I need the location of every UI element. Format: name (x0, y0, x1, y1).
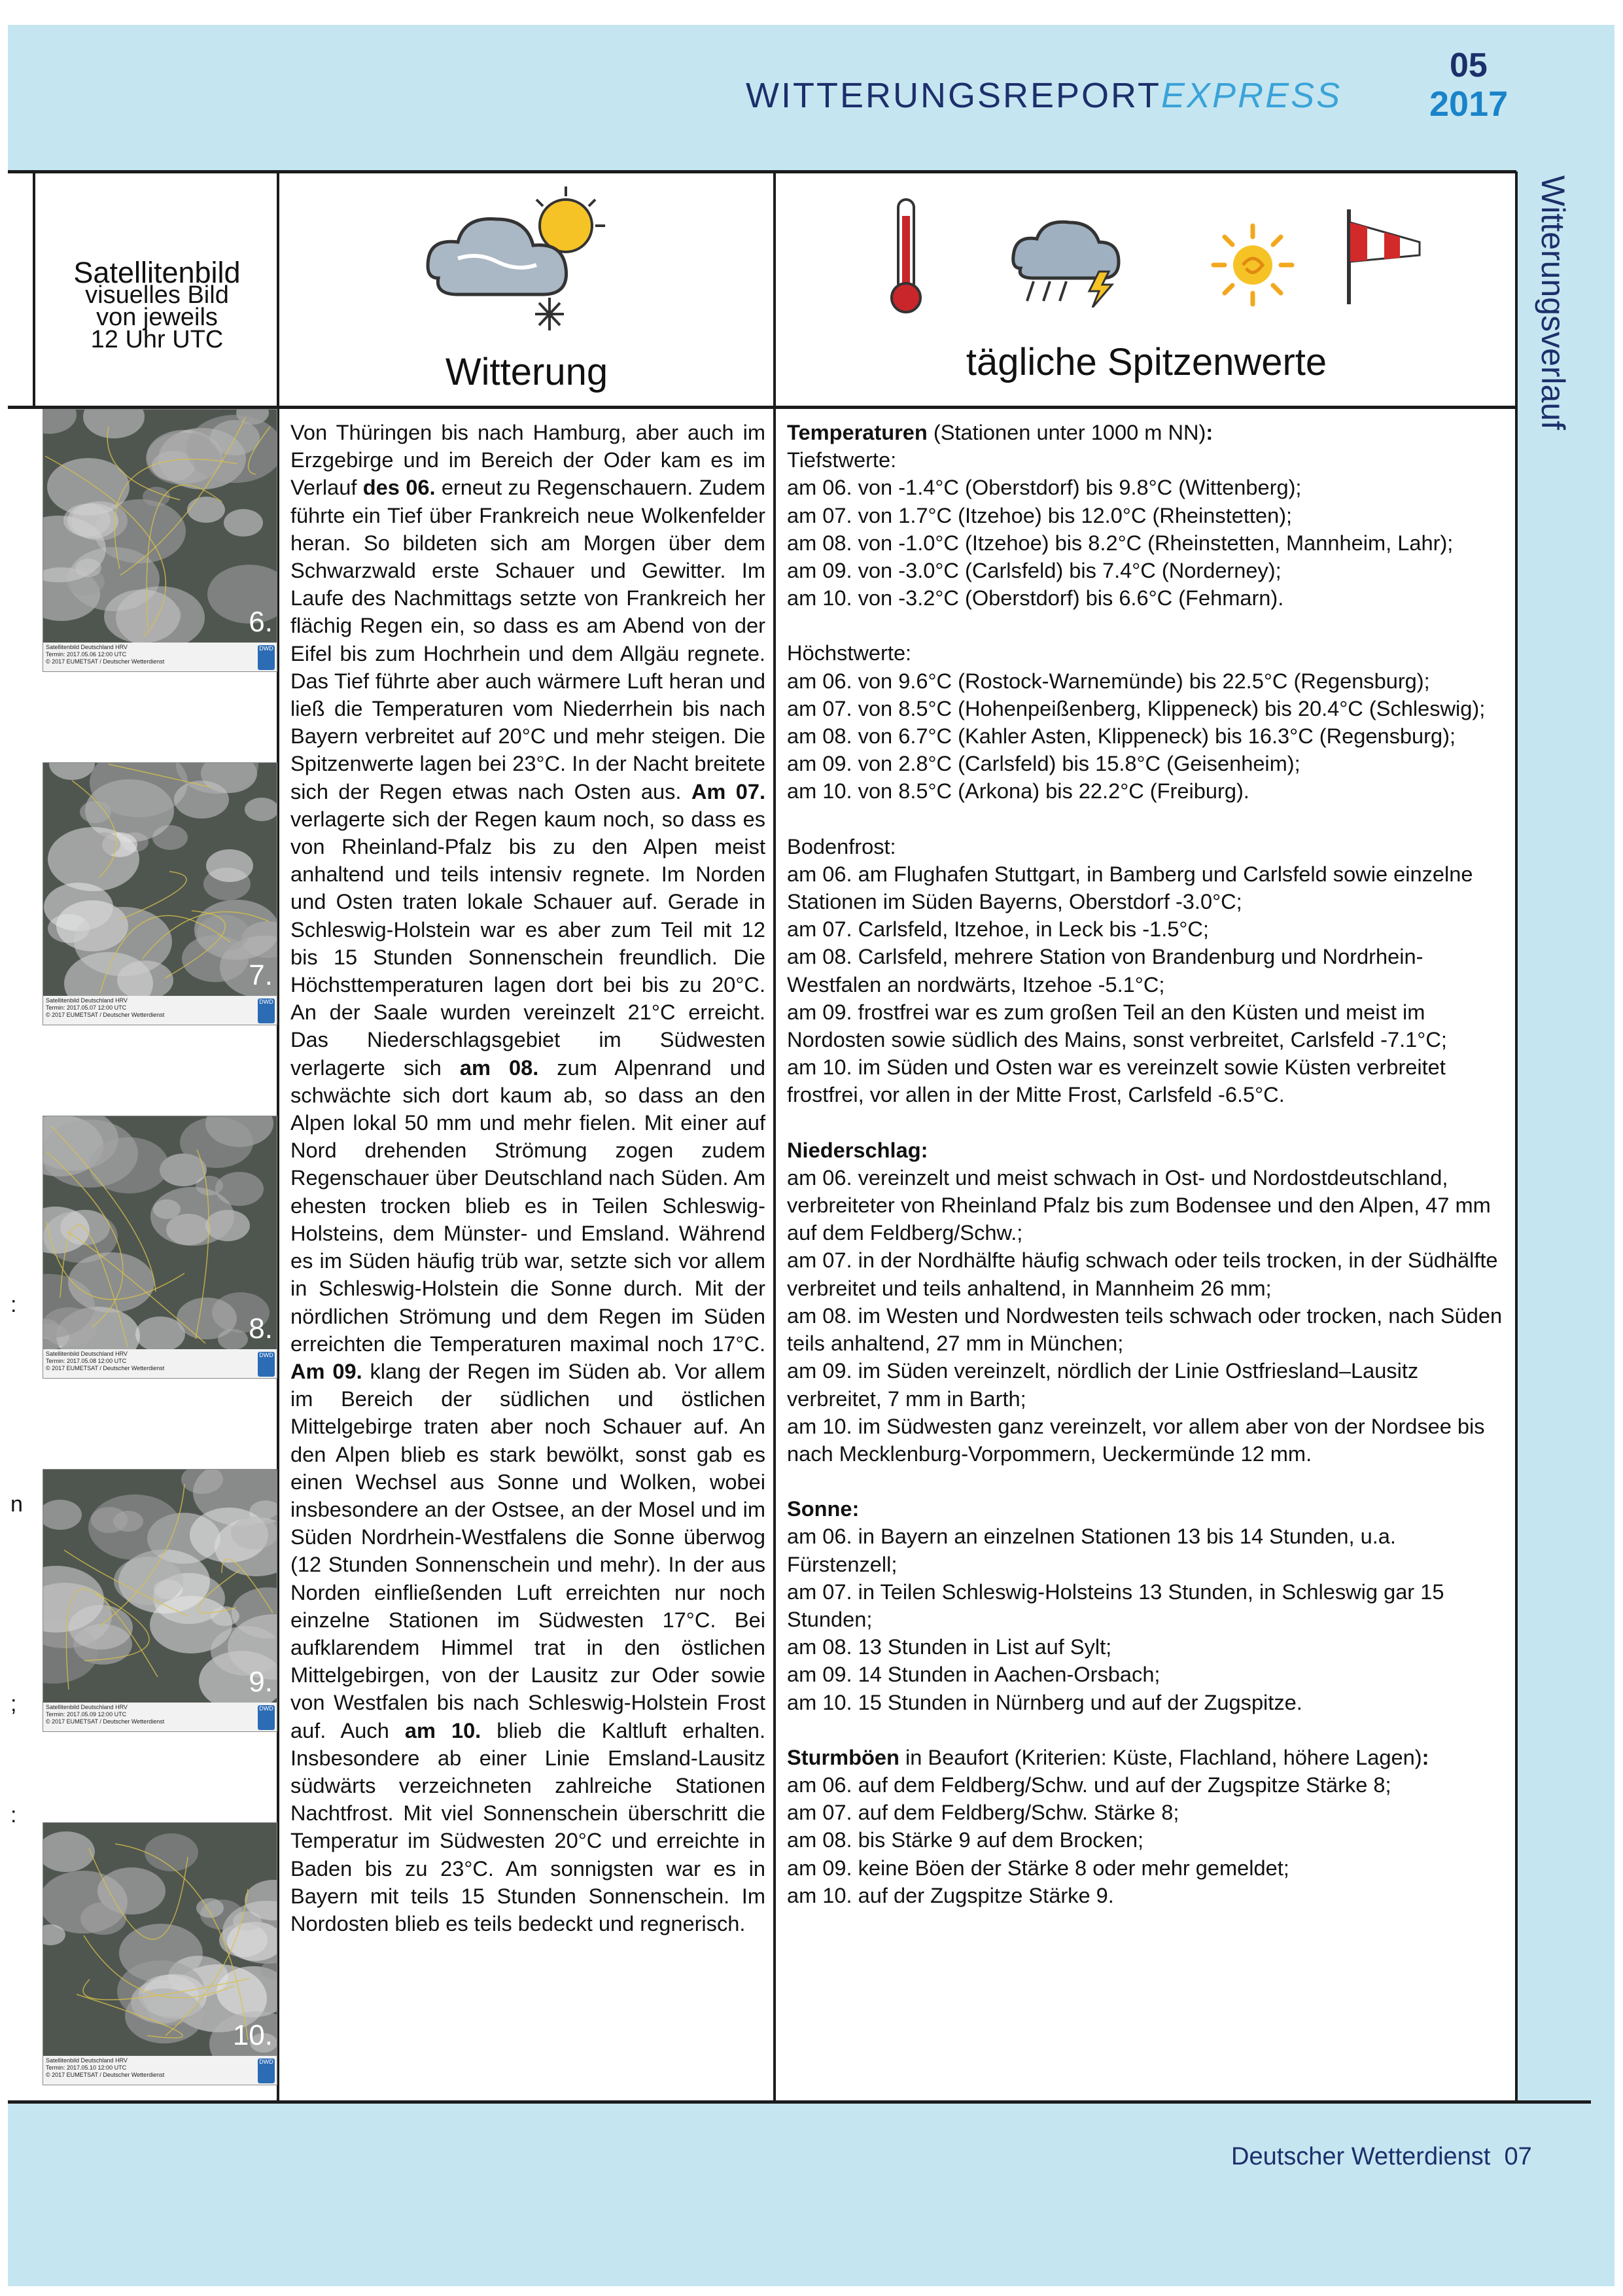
footer-band (8, 2102, 1614, 2286)
peak-entry: am 10. von 8.5°C (Arkona) bis 22.2°C (Freiburg). (787, 779, 1249, 804)
peak-entry: am 07. von 1.7°C (Itzehoe) bis 12.0°C (Rheinstetten); (787, 503, 1293, 527)
satellite-map (43, 1470, 277, 1703)
narrative-date: des 06. (362, 475, 436, 500)
dwd-logo-icon: DWD (258, 645, 275, 670)
windsock-icon (1341, 203, 1426, 308)
clipped-text-1: : (10, 1292, 17, 1317)
peak-entry: am 07. auf dem Feldberg/Schw. Stärke 8; (787, 1800, 1179, 1825)
peak-entry: am 06. in Bayern an einzelnen Stationen 13 bis 14 Stunden, u.a. Fürstenzell; (787, 1524, 1396, 1576)
ground-frost-list (787, 860, 1510, 1109)
satellite-day-label: 7. (249, 959, 273, 991)
precipitation-list (787, 1164, 1510, 1468)
peak-entry: am 06. vereinzelt und meist schwach in Ost- und Nordostdeutschland, verbreiteter von Rheinland Pfalz bis zum Bodensee und den Alpen, 47 mm auf dem Feldberg/Schw.; (787, 1165, 1491, 1245)
sunshine-heading-text: Sonne: (787, 1496, 860, 1521)
narrative-date: Am 09. (290, 1358, 362, 1383)
footer-publisher: Deutscher Wetterdienst (1231, 2143, 1491, 2170)
satellite-caption (43, 643, 277, 671)
peak-entry: am 09. frostfrei war es zum großen Teil an den Küsten und meist im Nordosten sowie südlich des Mains, sonst verbreitet, Carlsfeld -7.1°C; (787, 999, 1447, 1052)
max-temp-label: Höchstwerte: (787, 641, 912, 665)
peak-entry: am 08. von 6.7°C (Kahler Asten, Klippeneck) bis 16.3°C (Regensburg); (787, 724, 1456, 749)
satellite-map (43, 1116, 277, 1349)
side-column-label: Witterungsverlauf (1535, 175, 1571, 431)
narrative-text: klang der Regen im Süden ab. Vor allem im Bereich der südlichen und östlichen Mittelgebirge traten aber noch Schauer auf. An den Alpen blieb es stark bewölkt, sonst gab es einen Wechsel aus Sonne und Wolken, wobei insbesondere an der Ostsee, an der Mosel und im Süden Nordrhein-Westfalens die Sonne überwog (12 Stunden Sonnenschein und mehr). In der aus Norden einfließenden Luft erreichten nur noch einzelne Stationen im Südwesten 17°C. Bei aufklarendem Himmel trat in den östlichen Mittelgebirgen, von der Lausitz zur Oder sowie von Westfalen bis nach Schleswig-Holstein Frost auf. Auch (290, 1358, 765, 1742)
satellite-caption-line: Termin: 2017.05.07 12:00 UTC (46, 1004, 127, 1011)
peak-entry: am 07. Carlsfeld, Itzehoe, in Leck bis -1.5°C; (787, 917, 1209, 942)
satellite-image (43, 762, 277, 1025)
satellite-caption-line: Termin: 2017.05.10 12:00 UTC (46, 2064, 127, 2071)
narrative-text: zum Alpenrand und schwächte sich dort kaum ab, so dass an den Alpen lokal 50 mm und mehr fielen. Mit einer auf Nord drehenden Strömung zogen zudem Regenschauer über Deutschland nach Süden. Am ehesten trocken blieb es in Teilen Schleswig-Holsteins, dem Münster- und Emsland. Während es im Süden häufig trüb war, setzte sich vor allem in Schleswig-Holstein die Sonne durch. Mit der nördlichen Strömung und dem Regen im Süden erreichten die Temperaturen maximal noch 17°C. (290, 1055, 765, 1356)
narrative-date: am 10. (404, 1718, 481, 1742)
report-title-main: WITTERUNGSREPORT (746, 76, 1162, 115)
narrative-text: verlagerte sich der Regen kaum noch, so dass es von Rheinland-Pfalz bis zu den Alpen meist anhaltend und teils intensiv regnete. Im Norden und Osten traten lokale Schauer auf. Gerade in Schleswig-Holstein war es aber zum Teil mit 12 bis 15 Stunden Sonnenschein freundlich. Die Höchsttemperaturen lagen dort bei bis zu 20°C. An der Saale wurden vereinzelt 21°C erreicht. Das Niederschlagsgebiet im Südwesten verlagerte sich (290, 806, 765, 1080)
peak-entry: am 09. von 2.8°C (Carlsfeld) bis 15.8°C (Geisenheim); (787, 751, 1300, 776)
narrative-date: Am 07. (691, 779, 765, 804)
satellite-caption-line: Satellitenbild Deutschland HRV (46, 997, 128, 1004)
narrative-text: erneut zu Regenschauern. Zudem führte ein Tief über Frankreich neue Wolkenfelder heran. So bildeten sich am Morgen über dem Schwarzwald erste Schauer und Gewitter. Im Laufe des Nachmittags setzte von Frankreich her flächig Regen ein, so dass es am Abend von der Eifel bis zum Hochrhein und dem Allgäu regnete. Das Tief führte aber auch wärmere Luft heran und ließ die Temperaturen vom Niederrhein bis nach Bayern verbreitet auf 20°C und mehr steigen. Die Spitzenwerte lagen bei 23°C. In der Nacht breitete sich der Regen etwas nach Osten aus. (290, 475, 766, 804)
satellite-day-label: 6. (249, 606, 273, 638)
col-divider-2 (773, 171, 776, 2102)
peak-entry: am 07. in der Nordhälfte häufig schwach oder teils trocken, in der Südhälfte verbreitet und teils anhaltend, in Mannheim 26 mm; (787, 1248, 1498, 1300)
peak-entry: am 09. keine Böen der Stärke 8 oder mehr gemeldet; (787, 1855, 1289, 1880)
dwd-logo-icon: DWD (258, 2058, 275, 2083)
report-title-express: EXPRESS (1161, 76, 1342, 115)
dwd-logo-icon: DWD (258, 1352, 275, 1377)
satellite-header-line1: Satellitenbild (73, 256, 241, 289)
peak-entry: am 08. 13 Stunden in List auf Sylt; (787, 1634, 1112, 1659)
peak-entry: am 10. auf der Zugspitze Stärke 9. (787, 1882, 1114, 1907)
peak-entry: am 08. Carlsfeld, mehrere Station von Brandenburg und Nordrhein-Westfalen an nordwärts, Itzehoe -5.1°C; (787, 944, 1423, 997)
temperature-heading (787, 419, 1510, 446)
peaks-column-header: tägliche Spitzenwerte (966, 341, 1327, 383)
narrative-text: blieb die Kaltluft erhalten. Insbesondere ab einer Linie Emsland-Lausitz südwärts verzeichneten zahlreiche Stationen Nachtfrost. Mit viel Sonnenschein überschritt die Temperatur im Südwesten 20°C und erreichte in Baden bis zu 23°C. Am sonnigsten war es in Bayern mit teils 15 Stunden Sonnenschein. Im Nordosten blieb es teils bedeckt und regnerisch. (290, 1718, 766, 1935)
peak-entry: am 09. von -3.0°C (Carlsfeld) bis 7.4°C (Norderney); (787, 558, 1282, 583)
peak-entry: am 06. von 9.6°C (Rostock-Warnemünde) bis 22.5°C (Regensburg); (787, 668, 1430, 693)
satellite-caption-line: Satellitenbild Deutschland HRV (46, 2057, 128, 2064)
satellite-caption (43, 1703, 277, 1731)
side-band (1516, 171, 1614, 2102)
satellite-caption-line: © 2017 EUMETSAT / Deutscher Wetterdienst (46, 1365, 165, 1371)
satellite-caption-line: Termin: 2017.05.06 12:00 UTC (46, 651, 127, 658)
dwd-logo-icon: DWD (258, 998, 275, 1023)
temperature-heading-rest: (Stationen unter 1000 m NN) (927, 420, 1206, 444)
weather-column-header: Witterung (445, 351, 608, 393)
satellite-caption-line: Termin: 2017.05.09 12:00 UTC (46, 1711, 127, 1718)
gust-heading-colon: : (1422, 1744, 1429, 1769)
satellite-header-line3: von jeweils (96, 304, 218, 331)
thunderstorm-cloud-icon (1007, 209, 1125, 308)
satellite-day-label: 10. (232, 2019, 273, 2051)
clipped-text-2: n (10, 1492, 23, 1517)
clipped-text-3: ; (10, 1691, 17, 1716)
max-temp-list (787, 667, 1510, 805)
temperature-heading-bold: Temperaturen (787, 420, 928, 444)
peak-entry: am 10. von -3.2°C (Oberstdorf) bis 6.6°C (Fehmarn). (787, 586, 1284, 610)
gust-heading-bold: Sturmböen (787, 1744, 899, 1769)
clipped-text-4: : (10, 1803, 17, 1828)
min-temp-label: Tiefstwerte: (787, 448, 897, 472)
satellite-caption-line: Satellitenbild Deutschland HRV (46, 1351, 128, 1357)
satellite-caption (43, 2056, 277, 2085)
narrative-text: Von Thüringen bis nach Hamburg, aber auch im Erzgebirge und im Bereich der Oder kam es im Verlauf (290, 420, 765, 500)
satellite-header-line4: 12 Uhr UTC (90, 326, 224, 353)
peak-entry: am 06. von -1.4°C (Oberstdorf) bis 9.8°C (Wittenberg); (787, 475, 1302, 500)
peak-entry: am 10. 15 Stunden in Nürnberg und auf der Zugspitze. (787, 1689, 1302, 1714)
satellite-map (43, 410, 277, 643)
satellite-caption (43, 1349, 277, 1378)
ground-frost-label: Bodenfrost: (787, 834, 896, 858)
satellite-day-label: 9. (249, 1666, 273, 1698)
precipitation-heading (787, 1137, 1510, 1164)
footer-text (1231, 2143, 1532, 2171)
peak-entry: am 08. im Westen und Nordwesten teils schwach oder trocken, nach Süden teils anhaltend, 27 mm in München; (787, 1303, 1503, 1356)
satellite-column-header (39, 256, 275, 353)
satellite-caption-line: Termin: 2017.05.08 12:00 UTC (46, 1358, 127, 1364)
satellite-image (43, 1469, 277, 1732)
header-top-rule (8, 170, 1516, 173)
satellite-image (43, 1822, 277, 2085)
peak-entry: am 06. auf dem Feldberg/Schw. und auf der Zugspitze Stärke 8; (787, 1772, 1391, 1797)
temperature-heading-colon: : (1206, 420, 1213, 444)
cloud-sun-snow-icon (419, 180, 615, 337)
col-divider-3 (1515, 171, 1518, 2102)
satellite-map (43, 763, 277, 996)
gust-heading-rest: in Beaufort (Kriterien: Küste, Flachland, höhere Lagen) (899, 1744, 1422, 1769)
report-title (746, 75, 1342, 116)
satellite-caption-line: © 2017 EUMETSAT / Deutscher Wetterdienst (46, 1012, 165, 1018)
narrative-date: am 08. (459, 1055, 539, 1080)
satellite-caption-line: Satellitenbild Deutschland HRV (46, 1704, 128, 1710)
peak-entry: am 08. von -1.0°C (Itzehoe) bis 8.2°C (Rheinstetten, Mannheim, Lahr); (787, 530, 1454, 555)
precipitation-heading-text: Niederschlag: (787, 1137, 928, 1162)
peak-entry: am 08. bis Stärke 9 auf dem Brocken; (787, 1828, 1144, 1852)
sunshine-list (787, 1523, 1510, 1716)
satellite-caption-line: © 2017 EUMETSAT / Deutscher Wetterdienst (46, 2072, 165, 2078)
peak-entry: am 10. im Südwesten ganz vereinzelt, vor allem aber von der Nordsee bis nach Mecklenburg-Vorpommern, Ueckermünde 12 mm. (787, 1413, 1485, 1466)
peak-entry: am 07. von 8.5°C (Hohenpeißenberg, Klippeneck) bis 20.4°C (Schleswig); (787, 696, 1486, 720)
issue-number: 05 (1450, 46, 1488, 84)
daily-peak-values (787, 419, 1510, 1909)
thermometer-icon (886, 196, 926, 314)
peak-entry: am 09. im Süden vereinzelt, nördlich der Linie Ostfriesland–Lausitz verbreitet, 7 mm in Barth; (787, 1358, 1419, 1411)
satellite-image (43, 1116, 277, 1379)
satellite-caption-line: © 2017 EUMETSAT / Deutscher Wetterdienst (46, 1718, 165, 1725)
peak-entry: am 07. in Teilen Schleswig-Holsteins 13 Stunden, in Schleswig gar 15 Stunden; (787, 1579, 1444, 1631)
peak-entry: am 10. im Süden und Osten war es vereinzelt sowie Küsten verbreitet frostfrei, vor allen in der Mitte Frost, Carlsfeld -6.5°C. (787, 1055, 1446, 1107)
satellite-caption (43, 996, 277, 1025)
dwd-logo-icon: DWD (258, 1705, 275, 1730)
col-divider-0 (33, 171, 35, 407)
gust-heading (787, 1744, 1510, 1771)
peak-entry: am 09. 14 Stunden in Aachen-Orsbach; (787, 1662, 1161, 1687)
peak-entry: am 06. am Flughafen Stuttgart, in Bamberg und Carlsfeld sowie einzelne Stationen im Süden Bayerns, Oberstdorf -3.0°C; (787, 861, 1473, 914)
satellite-caption-line: Satellitenbild Deutschland HRV (46, 644, 128, 650)
footer-rule (8, 2100, 1591, 2104)
issue-year: 2017 (1429, 84, 1509, 124)
satellite-image (43, 409, 277, 672)
min-temp-list (787, 474, 1510, 612)
footer-page-number: 07 (1504, 2143, 1532, 2170)
sunshine-heading (787, 1495, 1510, 1523)
weather-narrative (290, 419, 765, 1937)
satellite-day-label: 8. (249, 1313, 273, 1345)
gust-list (787, 1771, 1510, 1909)
satellite-caption-line: © 2017 EUMETSAT / Deutscher Wetterdienst (46, 658, 165, 665)
sun-icon (1210, 222, 1295, 308)
satellite-header-line2: visuelles Bild (85, 281, 229, 309)
